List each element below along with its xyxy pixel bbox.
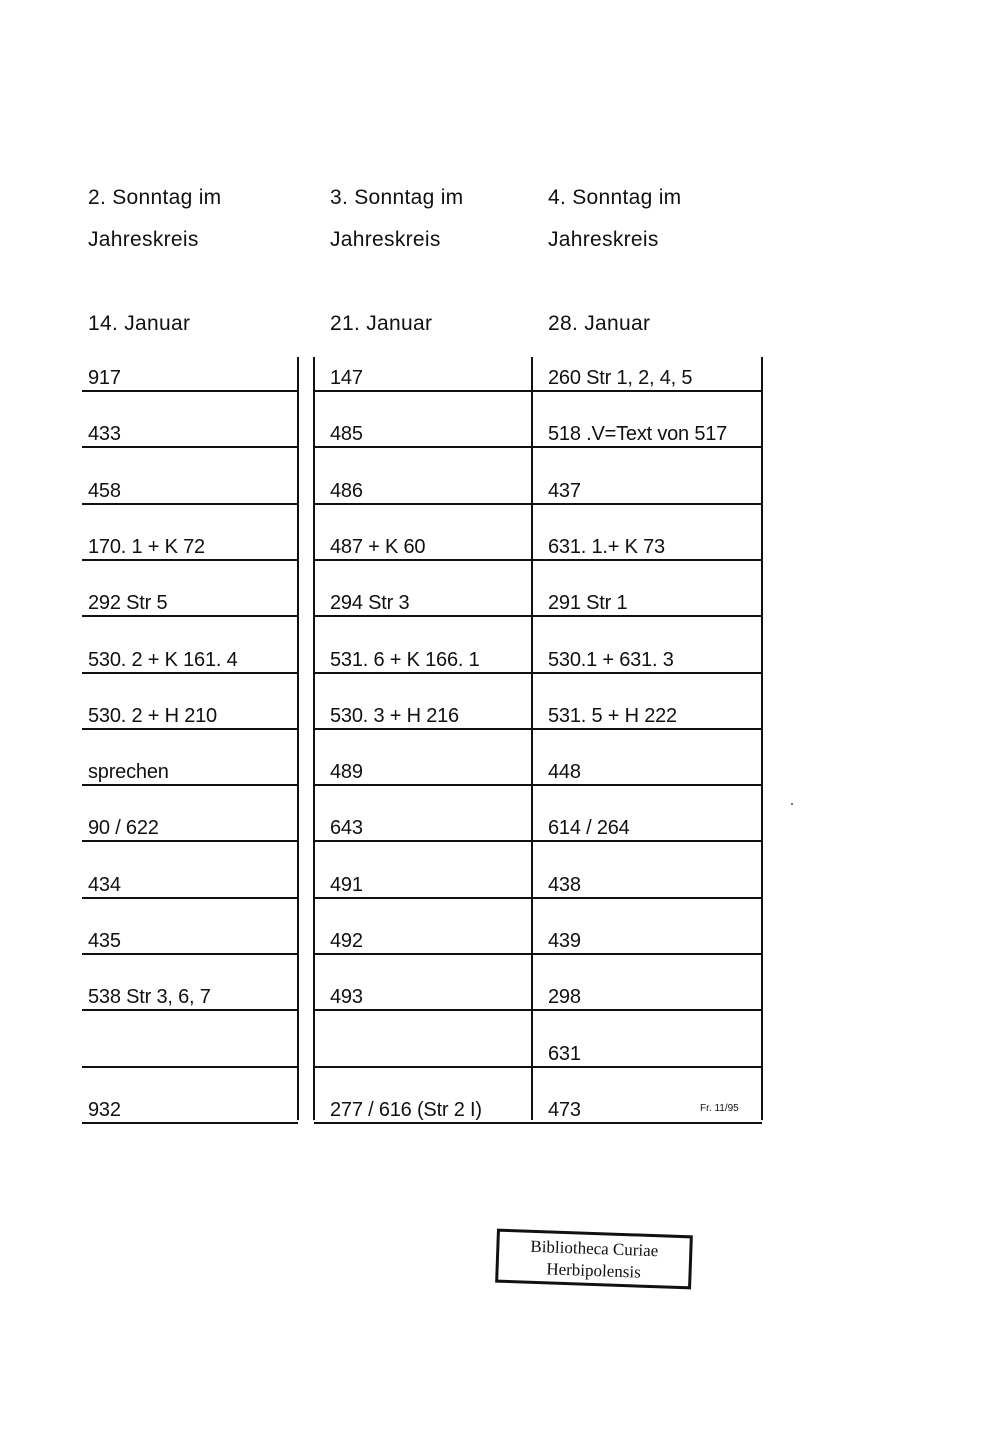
row-rule xyxy=(314,1066,532,1068)
row-rule xyxy=(82,390,298,392)
column-rule xyxy=(761,357,763,1120)
stamp-line-1: Bibliotheca Curiae xyxy=(530,1236,659,1261)
row-rule xyxy=(314,559,532,561)
table-cell: 932 xyxy=(88,1099,121,1121)
table-cell: 486 xyxy=(330,480,363,502)
row-rule xyxy=(82,615,298,617)
table-cell: 643 xyxy=(330,817,363,839)
row-rule xyxy=(532,559,762,561)
column-title: 4. Sonntag im xyxy=(548,186,682,209)
table-cell: 492 xyxy=(330,930,363,952)
row-rule xyxy=(82,503,298,505)
column-subtitle: Jahreskreis xyxy=(330,228,441,251)
table-cell: 538 Str 3, 6, 7 xyxy=(88,986,211,1008)
table-cell: 437 xyxy=(548,480,581,502)
table-cell: 531. 6 + K 166. 1 xyxy=(330,649,480,671)
row-rule xyxy=(82,1066,298,1068)
row-rule xyxy=(314,1122,532,1124)
table-cell: 489 xyxy=(330,761,363,783)
row-rule xyxy=(314,953,532,955)
row-rule xyxy=(532,784,762,786)
table-cell: 448 xyxy=(548,761,581,783)
table-cell: 260 Str 1, 2, 4, 5 xyxy=(548,367,693,389)
row-rule xyxy=(314,897,532,899)
table-cell: 433 xyxy=(88,423,121,445)
row-rule xyxy=(532,1122,762,1124)
footnote: Fr. 11/95 xyxy=(700,1103,739,1114)
table-cell: 90 / 622 xyxy=(88,817,159,839)
library-stamp xyxy=(495,1229,693,1290)
row-rule xyxy=(82,1009,298,1011)
column-title: 3. Sonntag im xyxy=(330,186,464,209)
table-cell: 439 xyxy=(548,930,581,952)
row-rule xyxy=(82,784,298,786)
column-subtitle: Jahreskreis xyxy=(88,228,199,251)
stamp-line-2: Herbipolensis xyxy=(546,1259,642,1282)
column-date: 14. Januar xyxy=(88,312,191,335)
row-rule xyxy=(82,446,298,448)
table-cell: 530. 2 + K 161. 4 xyxy=(88,649,238,671)
table-cell: 493 xyxy=(330,986,363,1008)
column-date: 28. Januar xyxy=(548,312,651,335)
row-rule xyxy=(532,953,762,955)
row-rule xyxy=(314,446,532,448)
table-cell: 473 xyxy=(548,1099,581,1121)
row-rule xyxy=(82,953,298,955)
row-rule xyxy=(82,897,298,899)
row-rule xyxy=(82,728,298,730)
table-cell: 518 .V=Text von 517 xyxy=(548,423,728,445)
row-rule xyxy=(82,672,298,674)
row-rule xyxy=(532,615,762,617)
column-rule xyxy=(297,357,299,1120)
row-rule xyxy=(314,503,532,505)
row-rule xyxy=(532,1066,762,1068)
table-cell: 170. 1 + K 72 xyxy=(88,536,205,558)
table-cell: 147 xyxy=(330,367,363,389)
table-cell: 530. 3 + H 216 xyxy=(330,705,459,727)
table-cell: 298 xyxy=(548,986,581,1008)
table-cell: 485 xyxy=(330,423,363,445)
column-subtitle: Jahreskreis xyxy=(548,228,659,251)
table-cell: 491 xyxy=(330,874,363,896)
row-rule xyxy=(532,1009,762,1011)
row-rule xyxy=(82,840,298,842)
table-cell: 435 xyxy=(88,930,121,952)
row-rule xyxy=(532,897,762,899)
table-cell: 292 Str 5 xyxy=(88,592,168,614)
column-rule xyxy=(531,357,533,1120)
table-cell: 277 / 616 (Str 2 I) xyxy=(330,1099,482,1121)
table-cell: 434 xyxy=(88,874,121,896)
row-rule xyxy=(82,1122,298,1124)
table-cell: 530.1 + 631. 3 xyxy=(548,649,674,671)
table-cell: 530. 2 + H 210 xyxy=(88,705,217,727)
scan-speck xyxy=(791,803,793,805)
column-title: 2. Sonntag im xyxy=(88,186,222,209)
row-rule xyxy=(314,728,532,730)
row-rule xyxy=(314,1009,532,1011)
table-cell: 631. 1.+ K 73 xyxy=(548,536,665,558)
table-cell: 917 xyxy=(88,367,121,389)
column-rule xyxy=(313,357,315,1120)
table-cell: 458 xyxy=(88,480,121,502)
table-cell: 614 / 264 xyxy=(548,817,630,839)
row-rule xyxy=(314,390,532,392)
table-cell: sprechen xyxy=(88,761,169,783)
column-date: 21. Januar xyxy=(330,312,433,335)
row-rule xyxy=(314,672,532,674)
row-rule xyxy=(314,615,532,617)
row-rule xyxy=(532,446,762,448)
table-cell: 294 Str 3 xyxy=(330,592,410,614)
row-rule xyxy=(532,390,762,392)
table-cell: 291 Str 1 xyxy=(548,592,628,614)
row-rule xyxy=(314,840,532,842)
table-cell: 487 + K 60 xyxy=(330,536,426,558)
table-cell: 531. 5 + H 222 xyxy=(548,705,677,727)
row-rule xyxy=(82,559,298,561)
row-rule xyxy=(532,672,762,674)
row-rule xyxy=(314,784,532,786)
row-rule xyxy=(532,503,762,505)
row-rule xyxy=(532,840,762,842)
row-rule xyxy=(532,728,762,730)
table-cell: 631 xyxy=(548,1043,581,1065)
table-cell: 438 xyxy=(548,874,581,896)
